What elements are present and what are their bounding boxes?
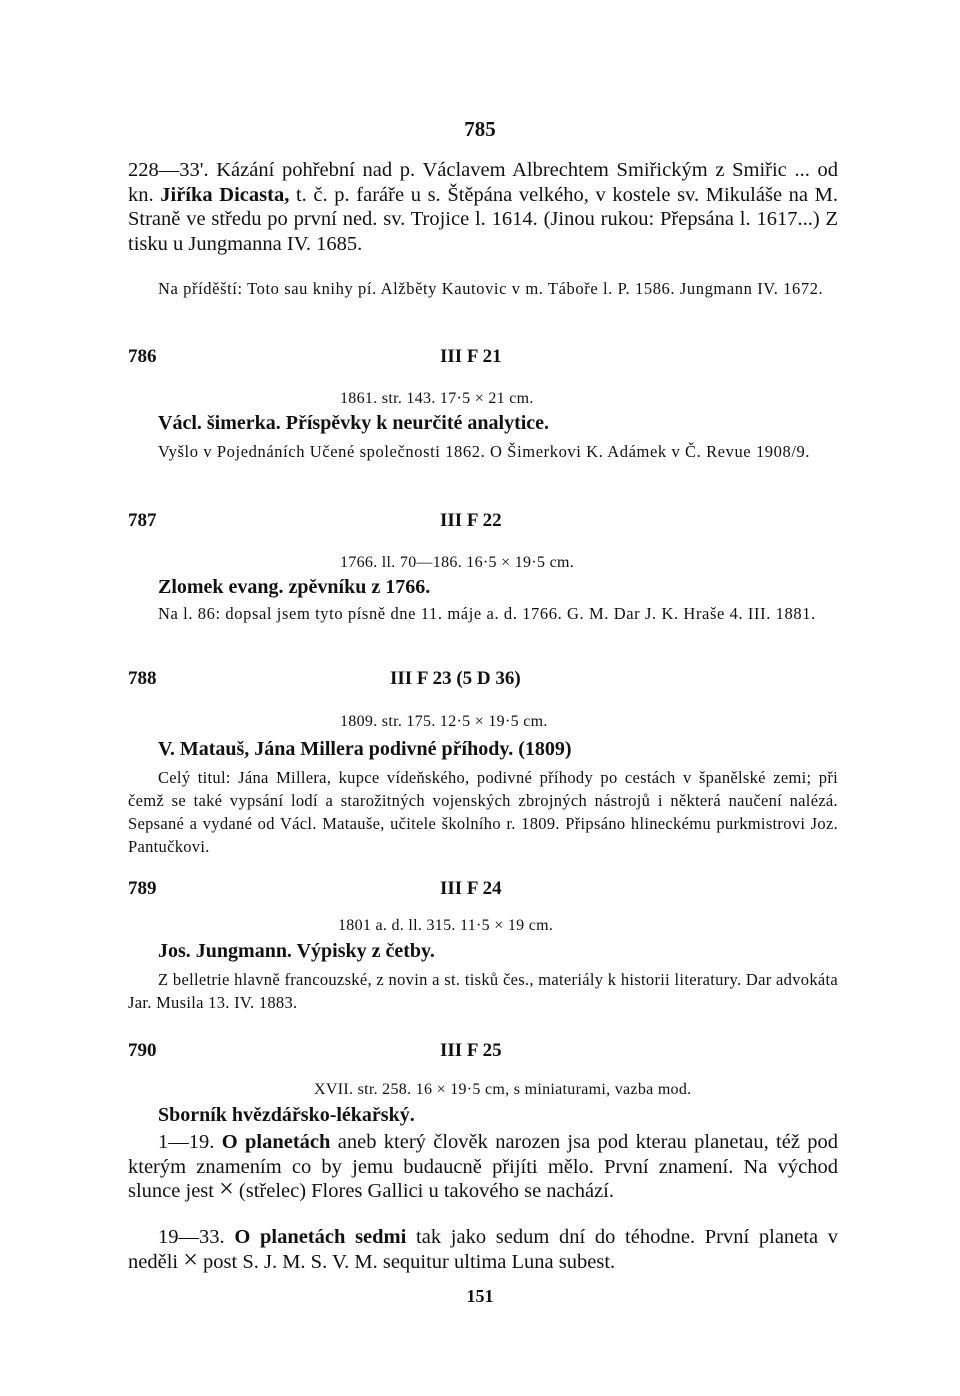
entry-790-range-2: 19—33. (158, 1226, 235, 1248)
entry-786-shelfmark: III F 21 (440, 346, 502, 367)
entry-786-physical: 1861. str. 143. 17·5 × 21 cm. (340, 390, 534, 407)
entry-789-note: Z belletrie hlavně francouzské, z novin a st. tisků čes., materiály k historii literatury. Dar advokáta Jar. Musila 13. IV. 1883. (128, 970, 838, 1012)
entry-789-number: 789 (128, 878, 157, 899)
entry-787-physical: 1766. ll. 70—186. 16·5 × 19·5 cm. (340, 554, 575, 571)
entry-788-shelfmark: III F 23 (5 D 36) (390, 668, 521, 689)
entry-790-paragraph-2 (128, 1225, 838, 1274)
entry-790-physical: XVII. str. 258. 16 × 19·5 cm, s miniaturami, vazba mod. (314, 1081, 692, 1098)
entry-787-shelfmark: III F 22 (440, 510, 502, 531)
entry-790-shelfmark: III F 25 (440, 1040, 502, 1061)
entry-790-range-1: 1—19. (158, 1131, 222, 1153)
entry-787-number: 787 (128, 510, 157, 531)
entry-786-title: Václ. šimerka. Příspěvky k neurčité analytice. (158, 412, 550, 434)
entry-785-author: Jiříka Dicasta, (160, 183, 290, 206)
entry-788-number: 788 (128, 668, 157, 689)
entry-788-note: Celý titul: Jána Millera, kupce vídeňského, podivné příhody po cestách v španělské zemi; při čemž se také vypsání lodí a starožitných vojenských zbrojných nástrojů i některá naučení nalézá. Sepsané a vydané od Václ. Mataušе, učitele školního r. 1809. Připsáno hlineckému purkmistrovi Joz. Pantučkovi. (128, 768, 838, 856)
page-number: 785 (464, 117, 496, 141)
entry-790-text-1a: aneb který člověk narozen jsa pod kterau planetau, též pod kterým znamením co by jemu budaucně přijíti mělo. První znamení. Na východ slunce jest (128, 1131, 838, 1202)
entry-789-title: Jos. Jungmann. Výpisky z četby. (158, 940, 435, 962)
entry-790-number: 790 (128, 1040, 157, 1061)
sagittarius-symbol-icon: × (219, 1174, 234, 1203)
entry-785-text (128, 158, 838, 256)
entry-790-paragraph-1 (128, 1130, 838, 1204)
entry-786-number: 786 (128, 346, 157, 367)
entry-785-text-c: t. č. p. faráře u s. Štěpána velkého, v kostele sv. Mikuláše na M. Straně ve středu po první ned. sv. Trojice l. 1614. (Jinou rukou: Přepsána l. 1617...) Z tisku u Jungmanna IV. 1685. (128, 183, 839, 255)
entry-790-heading-1: O planetách (221, 1131, 331, 1153)
entry-785-text-a: 228—33'. Kázání pohřební nad p. Václavem Albrechtem Smiřickým z Smiřic ... od kn. (128, 159, 838, 206)
entry-790-heading-2: O planetách sedmi (234, 1226, 407, 1248)
entry-785-note: Na příděští: Toto sau knihy pí. Alžběty Kautovic v m. Táboře l. P. 1586. Jungmann IV. 1672. (158, 279, 824, 298)
entry-788-title: V. Matauš, Jána Millera podivné příhody. (1809) (158, 738, 572, 760)
entry-789-physical: 1801 a. d. ll. 315. 11·5 × 19 cm. (338, 917, 554, 934)
entry-786-note: Vyšlo v Pojednáních Učené společnosti 1862. O Šimerkovi K. Adámek v Č. Revue 1908/9. (158, 442, 811, 461)
entry-787-note: Na l. 86: dopsal jsem tyto písně dne 11. máje a. d. 1766. G. M. Dar J. K. Hraše 4. III. 1881. (158, 604, 816, 623)
entry-790-text-2a: tak jako sedum dní do téhodne. První planeta v neděli (128, 1226, 839, 1273)
entry-790-text-2b: post S. J. M. S. V. M. sequitur ultima Luna subest. (197, 1250, 616, 1273)
footer-number: 151 (466, 1286, 494, 1306)
entry-789-shelfmark: III F 24 (440, 878, 502, 899)
entry-790-title: Sborník hvězdářsko-lékařský. (158, 1104, 415, 1126)
entry-790-text-1b: (střelec) Flores Gallici u takového se nachází. (233, 1180, 615, 1202)
cross-symbol-icon: × (183, 1244, 198, 1274)
entry-788-physical: 1809. str. 175. 12·5 × 19·5 cm. (340, 713, 548, 730)
entry-787-title: Zlomek evang. zpěvníku z 1766. (158, 576, 431, 598)
